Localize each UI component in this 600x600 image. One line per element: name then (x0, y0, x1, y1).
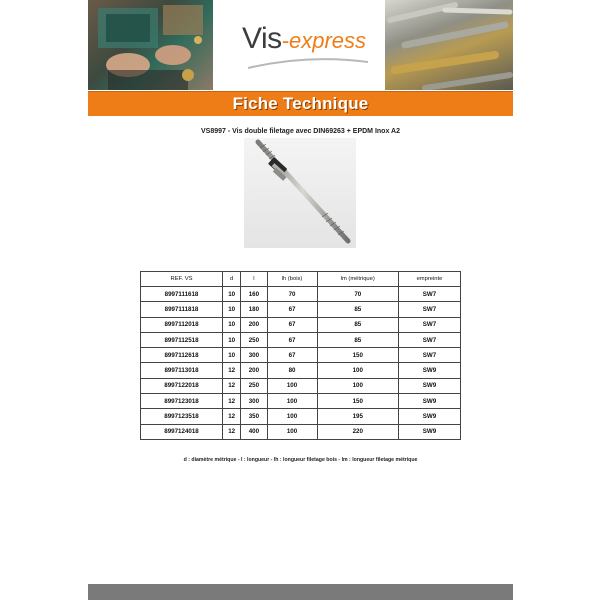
cell-empreinte: SW9 (398, 409, 460, 424)
cell-lm: 70 (317, 287, 398, 302)
cell-d: 12 (223, 378, 241, 393)
cell-empreinte: SW7 (398, 287, 460, 302)
cell-l: 400 (241, 424, 267, 439)
cell-lm: 85 (317, 332, 398, 347)
table-row (141, 302, 461, 317)
vis-express-logo: Vis-express (242, 22, 372, 62)
cell-l: 250 (241, 378, 267, 393)
cell-l: 200 (241, 363, 267, 378)
table-row (141, 394, 461, 409)
cell-ref: 8997123518 (141, 409, 223, 424)
cell-lh: 70 (267, 287, 317, 302)
cell-lh: 67 (267, 317, 317, 332)
cell-lh: 100 (267, 378, 317, 393)
cell-d: 10 (223, 348, 241, 363)
cell-empreinte: SW7 (398, 332, 460, 347)
cell-lm: 85 (317, 317, 398, 332)
cell-lm: 100 (317, 363, 398, 378)
cell-empreinte: SW9 (398, 394, 460, 409)
banner-title-bar (88, 91, 513, 116)
cell-d: 12 (223, 363, 241, 378)
table-header-row (141, 272, 461, 287)
cell-lm: 85 (317, 302, 398, 317)
cell-d: 12 (223, 424, 241, 439)
cell-ref: 8997123018 (141, 394, 223, 409)
cell-d: 10 (223, 302, 241, 317)
cell-lh: 67 (267, 332, 317, 347)
cell-ref: 8997112618 (141, 348, 223, 363)
header-banner (88, 0, 513, 90)
cell-ref: 8997111818 (141, 302, 223, 317)
table-row (141, 287, 461, 302)
table-row (141, 332, 461, 347)
page-title: Fiche Technique (232, 94, 369, 113)
cell-l: 350 (241, 409, 267, 424)
cell-d: 10 (223, 287, 241, 302)
table-row (141, 378, 461, 393)
cell-lm: 195 (317, 409, 398, 424)
cell-l: 180 (241, 302, 267, 317)
footer-bar (88, 584, 513, 600)
cell-ref: 8997113018 (141, 363, 223, 378)
cell-ref: 8997124018 (141, 424, 223, 439)
cell-l: 200 (241, 317, 267, 332)
datasheet-page (88, 0, 513, 600)
cell-l: 300 (241, 348, 267, 363)
cell-l: 250 (241, 332, 267, 347)
cell-lh: 100 (267, 424, 317, 439)
table-row (141, 348, 461, 363)
cell-lh: 100 (267, 394, 317, 409)
cell-empreinte: SW9 (398, 424, 460, 439)
cell-lh: 67 (267, 302, 317, 317)
cell-ref: 8997112018 (141, 317, 223, 332)
cell-lm: 150 (317, 394, 398, 409)
product-title: VS8997 - Vis double filetage avec DIN69263 + EPDM Inox A2 (200, 128, 400, 135)
cell-lh: 100 (267, 409, 317, 424)
header-photo-workbench (88, 0, 213, 90)
col-header-lh: lh (bois) (267, 272, 317, 287)
cell-empreinte: SW9 (398, 363, 460, 378)
cell-d: 12 (223, 409, 241, 424)
col-header-ref: REF. VS (141, 272, 223, 287)
col-header-empreinte: empreinte (398, 272, 460, 287)
cell-d: 12 (223, 394, 241, 409)
cell-ref: 8997111618 (141, 287, 223, 302)
cell-l: 160 (241, 287, 267, 302)
cell-empreinte: SW7 (398, 348, 460, 363)
table-row (141, 363, 461, 378)
cell-d: 10 (223, 317, 241, 332)
cell-lm: 150 (317, 348, 398, 363)
table-legend: d : diamètre métrique - l : longueur - lh : longueur filetage bois - lm : longueur filetage métrique (183, 457, 418, 463)
col-header-lm: lm (métrique) (317, 272, 398, 287)
header-photo-screws (385, 0, 513, 90)
cell-d: 10 (223, 332, 241, 347)
cell-empreinte: SW7 (398, 302, 460, 317)
cell-ref: 8997112518 (141, 332, 223, 347)
cell-lh: 80 (267, 363, 317, 378)
cell-ref: 8997122018 (141, 378, 223, 393)
product-image (244, 138, 356, 248)
table-row (141, 424, 461, 439)
table-row (141, 409, 461, 424)
spec-table (140, 271, 461, 440)
cell-lm: 220 (317, 424, 398, 439)
cell-lm: 100 (317, 378, 398, 393)
col-header-l: l (241, 272, 267, 287)
cell-l: 300 (241, 394, 267, 409)
cell-empreinte: SW7 (398, 317, 460, 332)
col-header-d: d (223, 272, 241, 287)
cell-lh: 67 (267, 348, 317, 363)
cell-empreinte: SW9 (398, 378, 460, 393)
table-row (141, 317, 461, 332)
